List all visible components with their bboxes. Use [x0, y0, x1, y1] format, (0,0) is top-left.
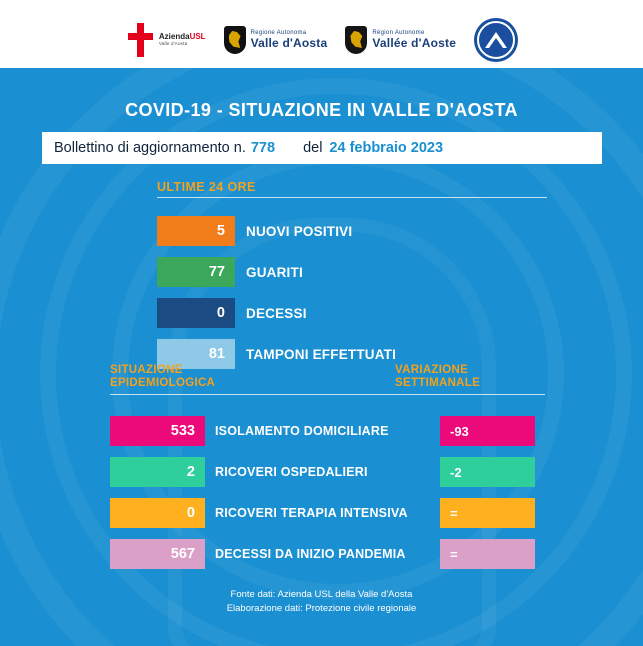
- lion-shield-icon: [224, 26, 246, 54]
- value-decessi-da-inizio-pandemia: 567: [110, 539, 205, 569]
- row-decessi-da-inizio-pandemia: [110, 539, 535, 569]
- row-ricoveri-terapia-intensiva: [110, 498, 535, 528]
- region-logo-line2: Valle d'Aosta: [250, 35, 328, 50]
- footer-credits: [0, 588, 643, 616]
- value-isolamento-domiciliare: 533: [110, 416, 205, 446]
- row-guariti: [157, 257, 303, 287]
- section-label-last-24h: ULTIME 24 ORE: [157, 180, 256, 194]
- variation-decessi-da-inizio-pandemia: =: [440, 539, 535, 569]
- label-ricoveri-ospedalieri: RICOVERI OSPEDALIERI: [215, 465, 368, 479]
- logo-azienda-usl: [125, 18, 206, 62]
- footer-line-1: Fonte dati: Azienda USL della Valle d'Aosta: [230, 589, 413, 601]
- row-decessi: [157, 298, 307, 328]
- label-isolamento-domiciliare: ISOLAMENTO DOMICILIARE: [215, 424, 389, 438]
- variation-isolamento-domiciliare: -93: [440, 416, 535, 446]
- bulletin-bar: [42, 132, 602, 164]
- variation-ricoveri-terapia-intensiva: =: [440, 498, 535, 528]
- section-label-situazione-epidemiologica: SITUAZIONE EPIDEMIOLOGICA: [110, 364, 216, 389]
- section-last-24h: [157, 180, 547, 198]
- row-nuovi-positivi: [157, 216, 352, 246]
- value-ricoveri-ospedalieri: 2: [110, 457, 205, 487]
- usl-logo-title: AziendaUSL: [158, 32, 206, 42]
- label-guariti: GUARITI: [246, 264, 303, 280]
- variation-ricoveri-ospedalieri: -2: [440, 457, 535, 487]
- bulletin-del: del: [303, 140, 323, 156]
- bulletin-number: 778: [250, 140, 276, 156]
- logo-strip: [0, 14, 643, 66]
- red-cross-icon: [125, 21, 155, 59]
- bulletin-prefix: Bollettino di aggiornamento n.: [54, 140, 246, 156]
- label-decessi-da-inizio-pandemia: DECESSI DA INIZIO PANDEMIA: [215, 547, 406, 561]
- label-tamponi-effettuati: TAMPONI EFFETTUATI: [246, 346, 397, 362]
- region-logo-line1: Région Autonome: [372, 30, 425, 37]
- row-isolamento-domiciliare: [110, 416, 535, 446]
- protezione-civile-icon: [474, 18, 518, 62]
- label-decessi: DECESSI: [246, 305, 307, 321]
- logo-regione-autonoma-it: [224, 18, 328, 62]
- page-title: COVID-19 - SITUAZIONE IN VALLE D'AOSTA: [125, 100, 518, 120]
- section-divider: [110, 394, 545, 395]
- label-nuovi-positivi: NUOVI POSITIVI: [246, 223, 353, 239]
- value-tamponi-effettuati: 81: [157, 339, 235, 369]
- bulletin-date: 24 febbraio 2023: [329, 140, 444, 156]
- lion-shield-icon: [345, 26, 367, 54]
- row-ricoveri-ospedalieri: [110, 457, 535, 487]
- main-panel: [0, 68, 643, 646]
- section-label-variazione-settimanale: VARIAZIONE SETTIMANALE: [395, 364, 481, 389]
- value-ricoveri-terapia-intensiva: 0: [110, 498, 205, 528]
- region-logo-line2: Vallée d'Aoste: [372, 35, 457, 50]
- region-logo-line1: Regione Autonoma: [250, 30, 307, 37]
- value-decessi: 0: [157, 298, 235, 328]
- section-epidemiological: [110, 364, 545, 395]
- usl-logo-subtitle: Valle d'Aosta: [158, 40, 188, 46]
- value-nuovi-positivi: 5: [157, 216, 235, 246]
- label-ricoveri-terapia-intensiva: RICOVERI TERAPIA INTENSIVA: [215, 506, 408, 520]
- logo-region-autonome-fr: [345, 18, 456, 62]
- footer-line-2: Elaborazione dati: Protezione civile regionale: [226, 603, 417, 615]
- section-divider: [157, 197, 547, 198]
- value-guariti: 77: [157, 257, 235, 287]
